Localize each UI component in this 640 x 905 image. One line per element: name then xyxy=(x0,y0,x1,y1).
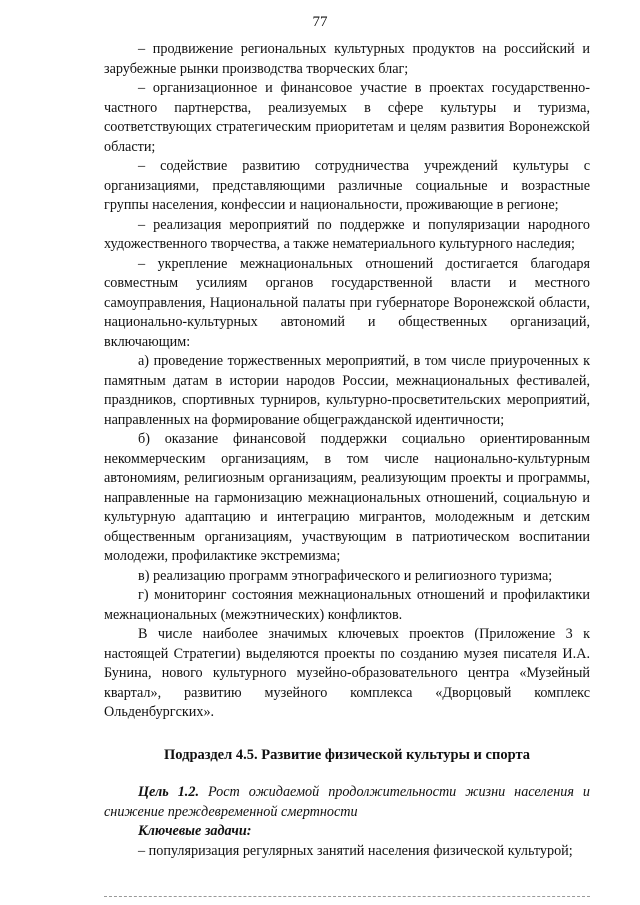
paragraph: – организационное и финансовое участие в проектах государственно-частного партнерства, реализуемых в сфере культуры и туризма, соответствующих стратегическим приоритетам и целям развития Воронежской области; xyxy=(104,80,590,155)
bottom-divider xyxy=(104,896,590,897)
page-number: 77 xyxy=(312,14,328,30)
goal-text: Рост ожидаемой продолжительности жизни населения и снижение преждевременной смертности xyxy=(104,784,590,820)
paragraph: а) проведение торжественных мероприятий, в том числе приуроченных к памятным датам в истории народов России, межнациональных фестивалей, праздников, спортивных турниров, культурно-просветительских мероприятий, направленных на формирование общегражданской идентичности; xyxy=(104,353,590,428)
paragraph: – содействие развитию сотрудничества учреждений культуры с организациями, представляющими различные социальные и возрастные группы населения, конфессии и национальности, проживающие в регионе; xyxy=(104,158,590,213)
paragraph: г) мониторинг состояния межнациональных отношений и профилактики межнациональных (межэтнических) конфликтов. xyxy=(104,587,590,623)
goal-statement xyxy=(104,783,590,822)
document-body xyxy=(104,40,590,861)
paragraph: в) реализацию программ этнографического и религиозного туризма; xyxy=(138,567,553,584)
paragraph: б) оказание финансовой поддержки социально ориентированным некоммерческим организациям, в том числе национально-культурным автономиям, религиозным организациям, реализующим проекты и программы, направленные на гармонизацию межнациональных отношений, социальную и культурную адаптацию и интеграцию мигрантов, молодежным и детским общественным организациям, участвующим в патриотическом воспитании молодежи, профилактике экстремизма; xyxy=(104,431,590,564)
paragraph: – продвижение региональных культурных продуктов на российский и зарубежные рынки производства творческих благ; xyxy=(104,41,590,77)
paragraph: – укрепление межнациональных отношений достигается благодаря совместным усилиям органов государственной власти и местного самоуправления, Национальной палаты при губернаторе Воронежской области, национально-культурных автономий и общественных организаций, включающим: xyxy=(104,255,590,350)
paragraph: – реализация мероприятий по поддержке и популяризации народного художественного творчества, а также нематериального культурного наследия; xyxy=(104,216,590,252)
paragraph: В числе наиболее значимых ключевых проектов (Приложение 3 к настоящей Стратегии) выделяются проекты по созданию музея писателя И.А. Бунина, нового культурного музейно-образовательного центра «Музейный квартал», развитию музейного комплекса «Дворцовый комплекс Ольденбургских». xyxy=(104,626,590,720)
section-heading: Подраздел 4.5. Развитие физической культуры и спорта xyxy=(164,746,530,763)
task-item: – популяризация регулярных занятий населения физической культурой; xyxy=(138,842,573,859)
tasks-heading: Ключевые задачи: xyxy=(138,823,252,839)
goal-label: Цель 1.2. xyxy=(138,784,199,800)
